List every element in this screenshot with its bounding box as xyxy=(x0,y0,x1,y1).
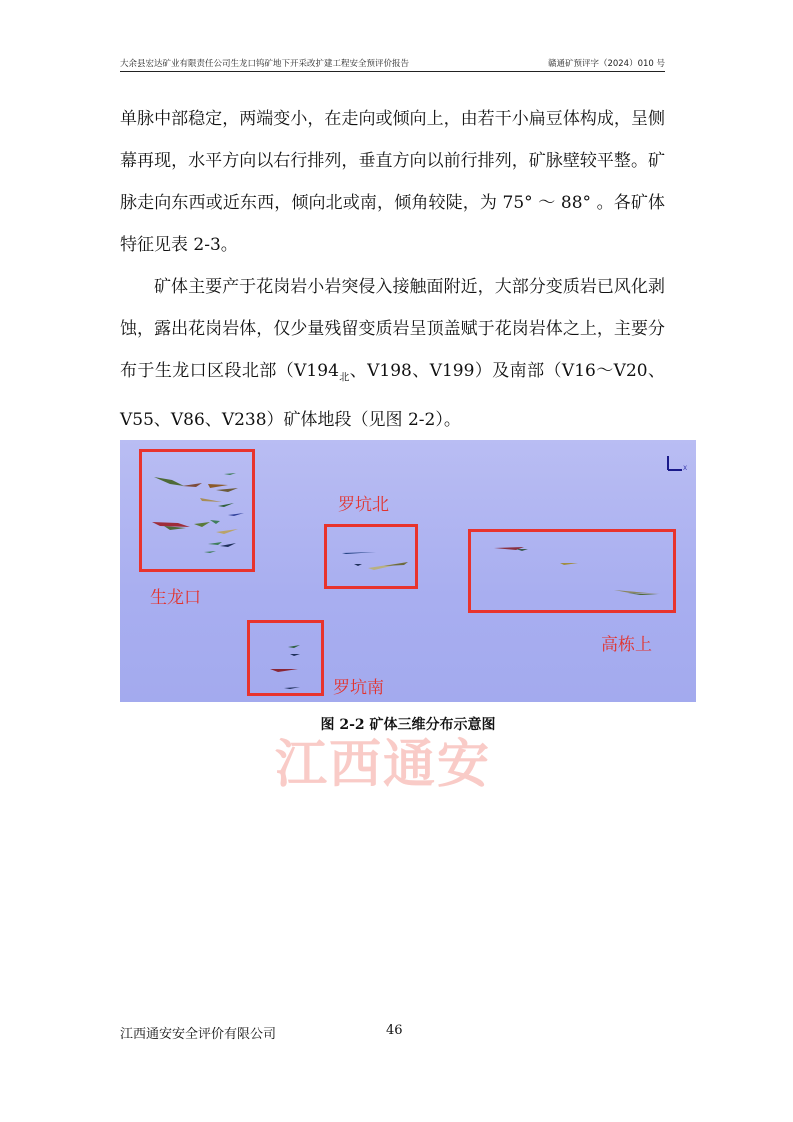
footer-company: 江西通安安全评价有限公司 xyxy=(120,1027,277,1042)
page-number: 46 xyxy=(386,1023,403,1038)
figure-caption: 图 2-2 矿体三维分布示意图 xyxy=(320,717,496,733)
header-report-number: 赣通矿预评字（2024）010 号 xyxy=(547,59,665,69)
watermark-text: 江西通安 xyxy=(275,735,492,795)
orebodies-shenglongkou xyxy=(152,473,244,553)
header-report-title: 大余县宏达矿业有限责任公司生龙口钨矿地下开采改扩建工程安全预评价报告 xyxy=(120,59,410,69)
page-header xyxy=(120,55,665,72)
orebodies-gaodongshang xyxy=(494,547,660,595)
orebodies-luokengnan xyxy=(270,645,300,689)
orebody-shapes xyxy=(120,440,696,702)
paragraph-2 xyxy=(120,266,665,441)
axis-triad-icon xyxy=(664,452,688,472)
axis-x-label: X xyxy=(683,465,688,472)
label-luokengbei: 罗坑北 xyxy=(338,495,389,515)
label-luokengnan: 罗坑南 xyxy=(333,678,384,698)
body-text xyxy=(120,98,665,441)
label-shenglongkou: 生龙口 xyxy=(150,588,201,608)
label-gaodongshang: 高栋上 xyxy=(601,635,652,655)
paragraph-2-part-a: 矿体主要产于花岗岩小岩突侵入接触面附近，大部分变质岩已风化剥蚀，露出花岗岩体，仅少量残留变质岩呈顶盖赋于花岗岩体之上，主要分布于生龙口区段北部（V194 xyxy=(120,277,665,381)
orebody-3d-figure xyxy=(120,440,696,702)
paragraph-2-subscript: 北 xyxy=(338,372,350,384)
paragraph-2-part-b: 、V198、V199）及南部（V16～V20、V55、V86、V238）矿体地段（见图 2-2）。 xyxy=(120,361,665,431)
paragraph-1: 单脉中部稳定，两端变小，在走向或倾向上，由若干小扁豆体构成，呈侧幕再现，水平方向以右行排列，垂直方向以前行排列，矿脉壁较平整。矿脉走向东西或近东西，倾向北或南，倾角较陡，为 75° ～ 88° 。各矿体特征见表 2-3。 xyxy=(120,109,665,255)
orebodies-luokengbei xyxy=(342,552,408,570)
